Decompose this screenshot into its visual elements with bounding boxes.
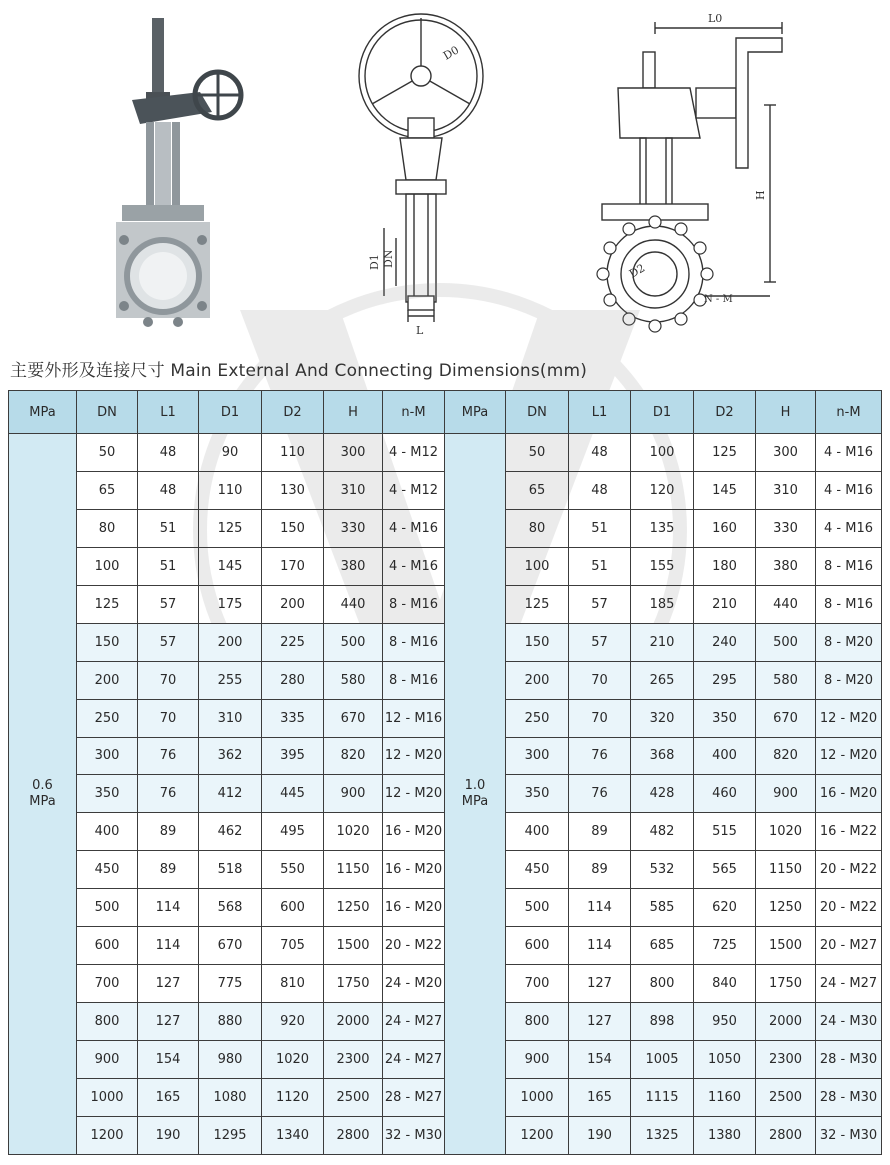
table-cell: 154 (138, 1041, 199, 1079)
table-cell: 2800 (756, 1116, 816, 1154)
table-cell: 330 (756, 509, 816, 547)
table-cell: 1750 (324, 965, 383, 1003)
table-cell: 16 - M20 (383, 813, 445, 851)
table-cell: 380 (324, 547, 383, 585)
table-cell: 127 (138, 1003, 199, 1041)
table-cell: 16 - M20 (383, 851, 445, 889)
table-cell: 670 (199, 927, 262, 965)
column-header: n-M (383, 391, 445, 434)
table-cell: 12 - M20 (383, 737, 445, 775)
table-cell: 57 (138, 585, 199, 623)
table-cell: 125 (199, 509, 262, 547)
table-cell: 395 (262, 737, 324, 775)
table-cell: 4 - M16 (816, 509, 882, 547)
table-cell: 700 (506, 965, 569, 1003)
table-cell: 2800 (324, 1116, 383, 1154)
table-cell: 170 (262, 547, 324, 585)
table-cell: 400 (77, 813, 138, 851)
table-cell: 48 (138, 434, 199, 472)
table-cell: 48 (569, 434, 631, 472)
table-cell: 185 (631, 585, 694, 623)
column-header: D1 (199, 391, 262, 434)
table-cell: 500 (506, 889, 569, 927)
pressure-unit: MPa (461, 794, 489, 809)
table-cell: 1150 (756, 851, 816, 889)
table-cell: 250 (77, 699, 138, 737)
table-cell: 150 (262, 509, 324, 547)
table-cell: 880 (199, 1003, 262, 1041)
table-cell: 310 (324, 471, 383, 509)
table-cell: 440 (756, 585, 816, 623)
table-cell: 1020 (262, 1041, 324, 1079)
table-cell: 2000 (324, 1003, 383, 1041)
table-cell: 8 - M16 (383, 585, 445, 623)
table-cell: 50 (77, 434, 138, 472)
table-cell: 580 (324, 661, 383, 699)
table-cell: 28 - M30 (816, 1078, 882, 1116)
table-cell: 150 (506, 623, 569, 661)
table-cell: 900 (506, 1041, 569, 1079)
table-cell: 2300 (324, 1041, 383, 1079)
table-cell: 900 (324, 775, 383, 813)
table-cell: 1000 (77, 1078, 138, 1116)
column-header: D1 (631, 391, 694, 434)
table-cell: 32 - M30 (383, 1116, 445, 1154)
table-cell: 705 (262, 927, 324, 965)
product-figures (0, 0, 890, 350)
table-cell: 57 (138, 623, 199, 661)
table-cell: 700 (77, 965, 138, 1003)
pressure-value: 1.0 (464, 778, 486, 793)
table-cell: 20 - M22 (816, 889, 882, 927)
table-cell: 80 (77, 509, 138, 547)
table-cell: 24 - M20 (383, 965, 445, 1003)
table-cell: 1200 (506, 1116, 569, 1154)
table-cell: 350 (506, 775, 569, 813)
table-cell: 12 - M20 (816, 737, 882, 775)
table-cell: 12 - M16 (383, 699, 445, 737)
pressure-value: 0.6 (32, 778, 53, 793)
label-n-m: N - M (704, 294, 733, 305)
column-header: D2 (694, 391, 756, 434)
table-cell: 1380 (694, 1116, 756, 1154)
table-cell: 330 (324, 509, 383, 547)
table-cell: 48 (569, 471, 631, 509)
table-cell: 225 (262, 623, 324, 661)
section-title: 主要外形及连接尺寸 Main External And Connecting Dimensions(mm) (10, 361, 588, 381)
column-header: H (756, 391, 816, 434)
table-cell: 89 (138, 851, 199, 889)
table-cell: 950 (694, 1003, 756, 1041)
table-cell: 565 (694, 851, 756, 889)
table-cell: 440 (324, 585, 383, 623)
table-cell: 70 (569, 661, 631, 699)
table-cell: 200 (262, 585, 324, 623)
column-header: L1 (569, 391, 631, 434)
table-cell: 280 (262, 661, 324, 699)
table-cell: 775 (199, 965, 262, 1003)
table-cell: 1160 (694, 1078, 756, 1116)
table-cell: 210 (631, 623, 694, 661)
table-cell: 300 (756, 434, 816, 472)
table-cell: 4 - M16 (383, 547, 445, 585)
label-h: H (754, 190, 767, 200)
table-cell: 368 (631, 737, 694, 775)
table-cell: 500 (756, 623, 816, 661)
table-cell: 1250 (756, 889, 816, 927)
table-cell: 114 (138, 889, 199, 927)
table-cell: 16 - M20 (383, 889, 445, 927)
table-cell: 114 (569, 927, 631, 965)
table-header-row (9, 391, 882, 434)
dimensions-table (8, 390, 882, 1155)
table-cell: 300 (77, 737, 138, 775)
column-header: L1 (138, 391, 199, 434)
table-cell: 412 (199, 775, 262, 813)
table-cell: 89 (138, 813, 199, 851)
table-cell: 362 (199, 737, 262, 775)
front-drawing (602, 22, 782, 322)
table-cell: 100 (77, 547, 138, 585)
table-cell: 114 (138, 927, 199, 965)
table-cell: 8 - M16 (816, 585, 882, 623)
table-cell: 50 (506, 434, 569, 472)
table-cell: 110 (262, 434, 324, 472)
table-cell: 200 (77, 661, 138, 699)
table-cell: 840 (694, 965, 756, 1003)
table-cell: 51 (569, 547, 631, 585)
table-cell: 2500 (324, 1078, 383, 1116)
table-cell: 125 (506, 585, 569, 623)
table-cell: 4 - M16 (816, 434, 882, 472)
table-cell: 335 (262, 699, 324, 737)
table-cell: 4 - M16 (816, 471, 882, 509)
table-cell: 65 (506, 471, 569, 509)
table-cell: 1000 (506, 1078, 569, 1116)
table-cell: 1115 (631, 1078, 694, 1116)
table-cell: 310 (756, 471, 816, 509)
table-cell: 24 - M27 (383, 1003, 445, 1041)
table-cell: 127 (569, 965, 631, 1003)
table-cell: 28 - M30 (816, 1041, 882, 1079)
table-cell: 165 (569, 1078, 631, 1116)
table-cell: 8 - M16 (816, 547, 882, 585)
table-cell: 800 (77, 1003, 138, 1041)
table-cell: 445 (262, 775, 324, 813)
table-cell: 482 (631, 813, 694, 851)
table-cell: 24 - M27 (816, 965, 882, 1003)
table-cell: 89 (569, 813, 631, 851)
table-cell: 580 (756, 661, 816, 699)
column-header: D2 (262, 391, 324, 434)
table-cell: 240 (694, 623, 756, 661)
table-cell: 350 (77, 775, 138, 813)
table-cell: 8 - M20 (816, 623, 882, 661)
table-cell: 350 (694, 699, 756, 737)
table-cell: 400 (694, 737, 756, 775)
table-cell: 4 - M16 (383, 509, 445, 547)
table-cell: 820 (756, 737, 816, 775)
table-cell: 518 (199, 851, 262, 889)
table-cell: 920 (262, 1003, 324, 1041)
table-cell: 800 (631, 965, 694, 1003)
table-cell: 57 (569, 585, 631, 623)
table-cell: 24 - M27 (383, 1041, 445, 1079)
table-cell: 380 (756, 547, 816, 585)
table-cell: 620 (694, 889, 756, 927)
table-cell: 1295 (199, 1116, 262, 1154)
table-cell: 80 (506, 509, 569, 547)
table-cell: 820 (324, 737, 383, 775)
table-cell: 145 (199, 547, 262, 585)
column-header: DN (77, 391, 138, 434)
table-cell: 1120 (262, 1078, 324, 1116)
table-cell: 725 (694, 927, 756, 965)
table-cell: 4 - M12 (383, 434, 445, 472)
table-cell: 127 (569, 1003, 631, 1041)
table-cell: 900 (756, 775, 816, 813)
table-cell: 600 (77, 927, 138, 965)
label-l0: L0 (708, 12, 723, 25)
table-cell: 190 (569, 1116, 631, 1154)
table-cell: 265 (631, 661, 694, 699)
table-cell: 250 (506, 699, 569, 737)
table-cell: 8 - M16 (383, 623, 445, 661)
table-cell: 2300 (756, 1041, 816, 1079)
table-cell: 495 (262, 813, 324, 851)
label-dn: DN (382, 249, 395, 268)
table-cell: 1750 (756, 965, 816, 1003)
table-cell: 500 (77, 889, 138, 927)
table-cell: 8 - M20 (816, 661, 882, 699)
table-cell: 24 - M30 (816, 1003, 882, 1041)
table-cell: 532 (631, 851, 694, 889)
table-cell: 462 (199, 813, 262, 851)
label-l: L (416, 324, 424, 337)
table-cell: 28 - M27 (383, 1078, 445, 1116)
table-cell: 1325 (631, 1116, 694, 1154)
table-cell: 1050 (694, 1041, 756, 1079)
table-header (9, 391, 882, 434)
table-cell: 8 - M16 (383, 661, 445, 699)
column-header: H (324, 391, 383, 434)
table-cell: 900 (77, 1041, 138, 1079)
table-cell: 2000 (756, 1003, 816, 1041)
table-cell: 515 (694, 813, 756, 851)
table-body (9, 434, 882, 1155)
table-cell: 670 (324, 699, 383, 737)
table-cell: 120 (631, 471, 694, 509)
table-cell: 800 (506, 1003, 569, 1041)
pressure-cell-left (9, 434, 77, 1155)
table-cell: 110 (199, 471, 262, 509)
table-cell: 1020 (756, 813, 816, 851)
table-cell: 32 - M30 (816, 1116, 882, 1154)
table-cell: 130 (262, 471, 324, 509)
table-cell: 400 (506, 813, 569, 851)
table-cell: 51 (138, 547, 199, 585)
table-cell: 125 (694, 434, 756, 472)
table-cell: 1080 (199, 1078, 262, 1116)
table-cell: 70 (138, 699, 199, 737)
table-cell: 180 (694, 547, 756, 585)
table-cell: 450 (506, 851, 569, 889)
table-cell: 1150 (324, 851, 383, 889)
table-cell: 300 (506, 737, 569, 775)
table-cell: 20 - M22 (816, 851, 882, 889)
table-cell: 160 (694, 509, 756, 547)
table-cell: 154 (569, 1041, 631, 1079)
table-cell: 89 (569, 851, 631, 889)
table-cell: 100 (631, 434, 694, 472)
table-cell: 20 - M22 (383, 927, 445, 965)
table-cell: 70 (569, 699, 631, 737)
table-cell: 4 - M12 (383, 471, 445, 509)
table-cell: 320 (631, 699, 694, 737)
table-cell: 1500 (756, 927, 816, 965)
label-d1: D1 (368, 254, 381, 270)
table-cell: 145 (694, 471, 756, 509)
table-cell: 980 (199, 1041, 262, 1079)
table-cell: 300 (324, 434, 383, 472)
pressure-unit: MPa (29, 794, 56, 809)
valve-photo (116, 18, 241, 327)
table-cell: 76 (569, 737, 631, 775)
table-cell: 16 - M22 (816, 813, 882, 851)
table-cell: 600 (506, 927, 569, 965)
side-drawing (359, 14, 483, 322)
table-cell: 568 (199, 889, 262, 927)
table-cell: 1340 (262, 1116, 324, 1154)
table-cell: 76 (138, 775, 199, 813)
table-cell: 600 (262, 889, 324, 927)
table-cell: 2500 (756, 1078, 816, 1116)
table-cell: 90 (199, 434, 262, 472)
table-cell: 210 (694, 585, 756, 623)
table-cell: 20 - M27 (816, 927, 882, 965)
table-cell: 500 (324, 623, 383, 661)
table-cell: 48 (138, 471, 199, 509)
table-cell: 1500 (324, 927, 383, 965)
table-cell: 310 (199, 699, 262, 737)
table-cell: 898 (631, 1003, 694, 1041)
table-cell: 1250 (324, 889, 383, 927)
front-bolt-holes (597, 216, 713, 332)
table-cell: 550 (262, 851, 324, 889)
table-cell: 460 (694, 775, 756, 813)
table-cell: 12 - M20 (383, 775, 445, 813)
table-cell: 165 (138, 1078, 199, 1116)
table-cell: 16 - M20 (816, 775, 882, 813)
table-cell: 76 (569, 775, 631, 813)
column-header: MPa (445, 391, 506, 434)
table-cell: 114 (569, 889, 631, 927)
label-d2: D2 (627, 261, 648, 281)
table-cell: 135 (631, 509, 694, 547)
table-cell: 1005 (631, 1041, 694, 1079)
table-cell: 200 (199, 623, 262, 661)
pressure-cell-right (445, 434, 506, 1155)
table-cell: 295 (694, 661, 756, 699)
table-cell: 428 (631, 775, 694, 813)
table-cell: 125 (77, 585, 138, 623)
table-cell: 100 (506, 547, 569, 585)
table-row (9, 434, 882, 472)
table-cell: 685 (631, 927, 694, 965)
table-cell: 155 (631, 547, 694, 585)
table-cell: 70 (138, 661, 199, 699)
table-cell: 585 (631, 889, 694, 927)
table-cell: 255 (199, 661, 262, 699)
table-cell: 200 (506, 661, 569, 699)
table-cell: 51 (569, 509, 631, 547)
table-cell: 450 (77, 851, 138, 889)
table-cell: 76 (138, 737, 199, 775)
table-cell: 190 (138, 1116, 199, 1154)
table-cell: 12 - M20 (816, 699, 882, 737)
table-cell: 175 (199, 585, 262, 623)
table-cell: 65 (77, 471, 138, 509)
label-d0: D0 (441, 43, 462, 63)
table-cell: 127 (138, 965, 199, 1003)
table-cell: 1200 (77, 1116, 138, 1154)
table-cell: 57 (569, 623, 631, 661)
table-cell: 1020 (324, 813, 383, 851)
table-cell: 150 (77, 623, 138, 661)
column-header: n-M (816, 391, 882, 434)
table-cell: 670 (756, 699, 816, 737)
column-header: DN (506, 391, 569, 434)
table-cell: 810 (262, 965, 324, 1003)
table-cell: 51 (138, 509, 199, 547)
column-header: MPa (9, 391, 77, 434)
